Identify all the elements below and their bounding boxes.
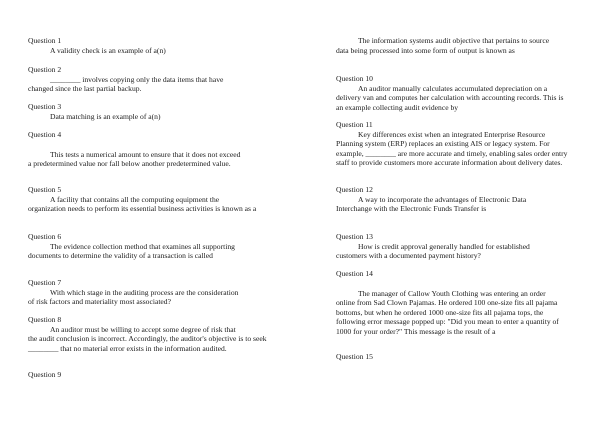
question-text: With which stage in the auditing process are the consideration <box>50 287 239 297</box>
question-number: Question 9 <box>28 370 62 379</box>
question-text-cont: documents to determine the validity of a transaction is called <box>28 251 213 261</box>
question-text: The manager of Callow Youth Clothing was entering an order <box>358 288 546 298</box>
question-number: Question 5 <box>28 185 62 194</box>
question-text-cont: the audit conclusion is incorrect. Accordingly, the auditor's objective is to seek ________ that no material error exists in the information audited. <box>28 334 267 353</box>
question-6 <box>28 232 286 261</box>
question-9 <box>28 370 286 380</box>
question-number: Question 2 <box>28 65 62 74</box>
question-number: Question 15 <box>336 352 373 361</box>
question-text-cont: Planning system (ERP) replaces an existing AIS or legacy system. For example, ________ are more accurate and timely, enabling sales order entry staff to provide customers more accurate information about delivery dates. <box>336 139 568 168</box>
question-text-cont: Interchange with the Electronic Funds Transfer is <box>336 204 487 214</box>
question-7 <box>28 278 286 307</box>
question-text: A facility that contains all the computing equipment the <box>50 194 220 204</box>
question-number: Question 3 <box>28 102 62 111</box>
question-10 <box>336 74 568 112</box>
question-3 <box>28 102 286 121</box>
question-text: Key differences exist when an integrated Enterprise Resource <box>358 129 546 139</box>
question-5 <box>28 185 286 214</box>
question-text-cont: data being processed into some form of output is known as <box>336 45 515 55</box>
question-number: Question 7 <box>28 278 62 287</box>
question-4 <box>28 130 286 169</box>
question-text-cont: of risk factors and materiality most associated? <box>28 297 171 307</box>
question-14 <box>336 269 568 337</box>
question-text-cont: customers with a documented payment history? <box>336 251 481 261</box>
question-number: Question 8 <box>28 315 62 324</box>
question-text: The evidence collection method that examines all supporting <box>50 241 235 251</box>
question-text-cont: online from Sad Clown Pajamas. He ordered 100 one-size fits all pajama bottoms, but when he ordered 1000 one-size fits all pajama tops, the following error message popped up: "Did you mean to enter a quantity of 1000 for your order?" This message is the result of a <box>336 298 559 336</box>
question-12 <box>336 185 568 214</box>
question-text-cont: delivery van and computes her calculation with accounting records. This is an example collecting audit evidence by <box>336 93 564 112</box>
question-9-text <box>336 36 568 55</box>
question-text: Data matching is an example of a(n) <box>50 111 161 121</box>
question-text: How is credit approval generally handled for established <box>358 241 530 251</box>
question-number: Question 6 <box>28 232 62 241</box>
question-number: Question 4 <box>28 130 62 139</box>
question-11 <box>336 120 568 168</box>
question-number: Question 1 <box>28 36 62 45</box>
question-text: The information systems audit objective that pertains to source <box>358 36 550 45</box>
question-text: This tests a numerical amount to ensure that it does not exceed <box>50 149 241 159</box>
question-number: Question 13 <box>336 232 373 241</box>
question-number: Question 11 <box>336 120 373 129</box>
question-number: Question 14 <box>336 269 373 278</box>
question-13 <box>336 232 568 261</box>
question-text: An auditor must be willing to accept some degree of risk that <box>50 324 236 334</box>
question-number: Question 12 <box>336 185 373 194</box>
question-text: A way to incorporate the advantages of Electronic Data <box>358 194 527 204</box>
question-text-cont: changed since the last partial backup. <box>28 84 142 94</box>
question-text: A validity check is an example of a(n) <box>50 45 166 55</box>
question-1 <box>28 36 286 55</box>
question-number: Question 10 <box>336 74 373 83</box>
question-text: ________ involves copying only the data items that have <box>50 74 224 84</box>
question-text-cont: organization needs to perform its essential business activities is known as a <box>28 204 257 214</box>
question-2 <box>28 65 286 94</box>
question-15 <box>336 352 568 362</box>
question-text-cont: a predetermined value nor fall below another predetermined value. <box>28 159 231 169</box>
question-text: An auditor manually calculates accumulated depreciation on a <box>358 83 548 93</box>
question-8 <box>28 315 286 353</box>
